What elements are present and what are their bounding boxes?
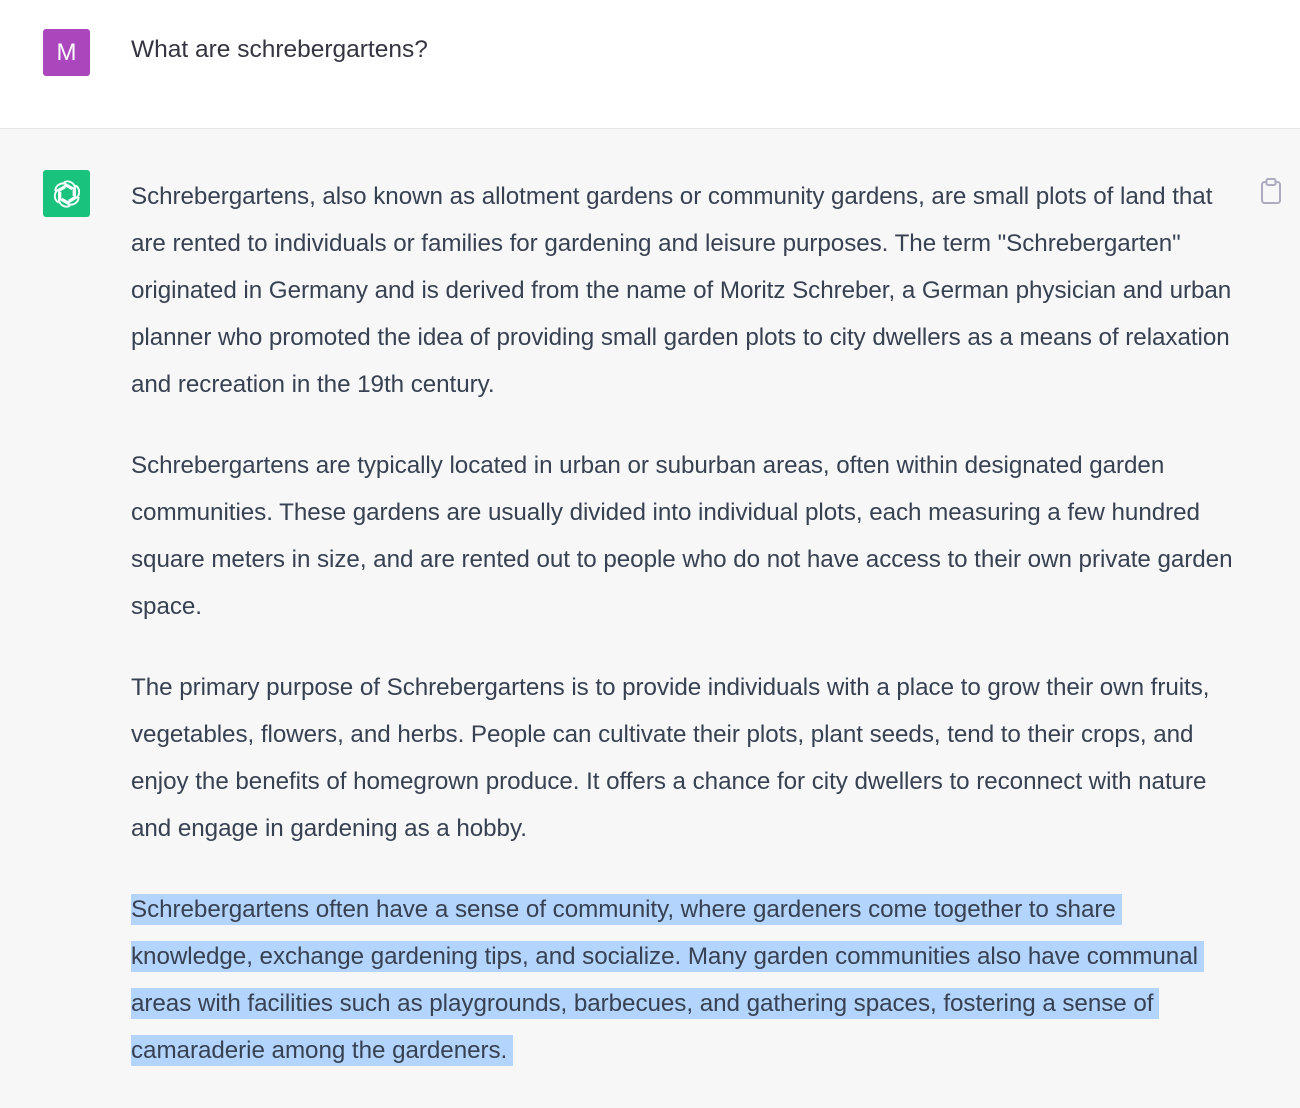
copy-button[interactable] <box>1258 176 1284 206</box>
assistant-response <box>131 173 1241 1108</box>
response-paragraph: Schrebergartens, also known as allotment gardens or community gardens, are small plots of land that are rented to individuals or families for gardening and leisure purposes. The term "Schrebergarten" originated in Germany and is derived from the name of Moritz Schreber, a German physician and urban planner who promoted the idea of providing small garden plots to city dwellers as a means of relaxation and recreation in the 19th century. <box>131 183 1232 398</box>
user-avatar: M <box>43 29 90 76</box>
openai-logo-icon <box>43 170 90 217</box>
user-message-text: What are schrebergartens? <box>131 36 428 63</box>
clipboard-icon <box>1258 176 1284 206</box>
response-paragraph: Schrebergartens are typically located in urban or suburban areas, often within designated garden communities. These gardens are usually divided into individual plots, each measuring a few hundred square meters in size, and are rented out to people who do not have access to their own private garden space. <box>131 452 1233 620</box>
selected-response-paragraph[interactable] <box>131 886 1241 1074</box>
user-message-row <box>0 0 1300 129</box>
assistant-message-row <box>0 129 1300 1092</box>
response-paragraph: The primary purpose of Schrebergartens is to provide individuals with a place to grow their own fruits, vegetables, flowers, and herbs. People can cultivate their plots, plant seeds, tend to their crops, and enjoy the benefits of homegrown produce. It offers a chance for city dwellers to reconnect with nature and engage in gardening as a hobby. <box>131 674 1210 842</box>
selected-text[interactable]: Schrebergartens often have a sense of community, where gardeners come together to share knowledge, exchange gardening tips, and socialize. Many garden communities also have communal areas with facilities such as playgrounds, barbecues, and gathering spaces, fostering a sense of camaraderie among the gardeners. <box>131 894 1204 1066</box>
